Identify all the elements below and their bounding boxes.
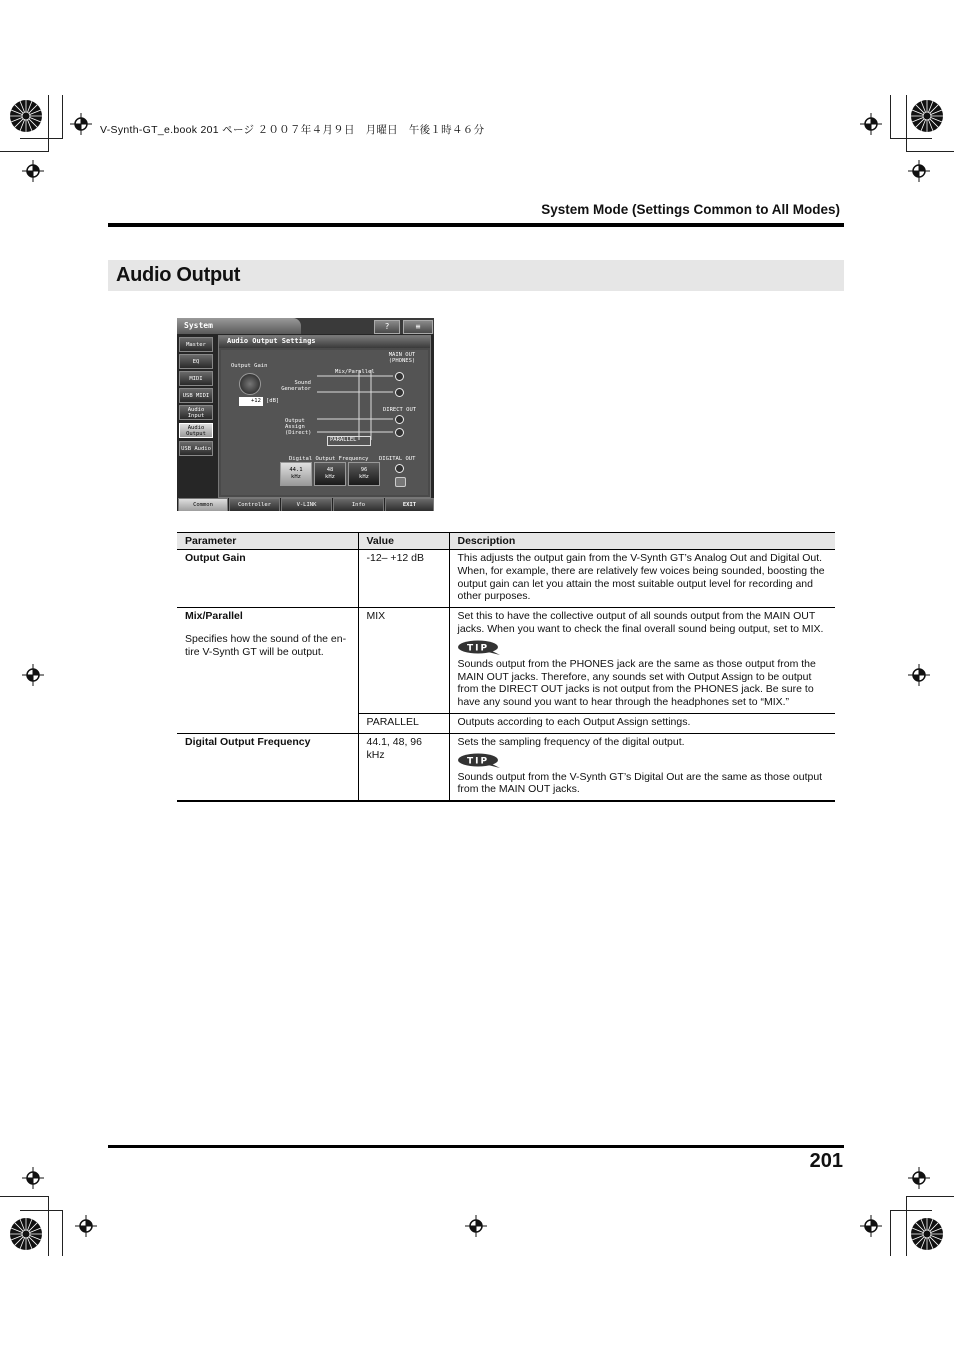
screen-title: System: [184, 321, 213, 330]
registration-mark-icon: [860, 113, 882, 135]
param-value: PARALLEL: [358, 713, 449, 733]
freq-option-96[interactable]: [348, 462, 380, 486]
bottom-tab-v-link[interactable]: V-LINK: [281, 498, 332, 511]
main-out-label: MAIN OUT (PHONES): [388, 352, 416, 364]
panel-header: [219, 336, 430, 348]
param-description: Set this to have the collective output of all sounds output from the MAIN OUT jacks. When you want to check the final overall sound being output, set to MIX.: [457, 610, 824, 635]
registration-mark-icon: [908, 664, 930, 686]
system-screen: [177, 318, 434, 511]
header-description: Description: [449, 533, 835, 550]
table-header-row: [177, 533, 835, 550]
side-tab-audio-input[interactable]: Audio Input: [179, 405, 213, 420]
main-out-r-jack-icon: [395, 388, 404, 397]
param-description: Outputs according to each Output Assign settings.: [449, 713, 835, 733]
digital-output-frequency-label: Digital Output Frequency: [289, 456, 369, 462]
registration-mark-icon: [22, 1167, 44, 1189]
registration-mark-icon: [70, 113, 92, 135]
freq-option-unit: kHz: [291, 474, 301, 480]
side-tab-eq[interactable]: EQ: [179, 354, 213, 369]
bottom-tab-info[interactable]: Info: [333, 498, 384, 511]
freq-option-unit: kHz: [359, 474, 369, 480]
footer-rule: [108, 1145, 844, 1148]
tip-label: TIP: [466, 756, 489, 767]
screen-title-tab: [177, 318, 301, 334]
digital-out-coaxial-jack-icon: [395, 464, 404, 473]
header-value: Value: [358, 533, 449, 550]
registration-mark-icon: [22, 664, 44, 686]
digital-out-optical-jack-icon: [395, 477, 406, 487]
digital-out-label: DIGITAL OUT: [379, 456, 416, 462]
side-tab-usb-audio[interactable]: USB Audio: [179, 441, 213, 456]
param-value: -12– +12 dB: [358, 550, 449, 608]
table-row: [177, 608, 835, 714]
registration-mark-icon: [75, 1215, 97, 1237]
rosette-top-right-icon: [910, 99, 944, 133]
registration-mark-icon: [22, 160, 44, 182]
param-description: This adjusts the output gain from the V-Synth GT’s Analog Out and Digital Out. When, for example, there are relatively few voices being sounded, boosting the output gain can let you attain the most suitable output level for recording and other purposes.: [449, 550, 835, 608]
table-row: [177, 550, 835, 608]
rosette-bottom-left-icon: [9, 1217, 43, 1251]
panel-title: Audio Output Settings: [227, 337, 316, 345]
param-description: Sets the sampling frequency of the digital output.: [457, 735, 685, 748]
menu-icon[interactable]: ≡: [403, 320, 433, 334]
direct-out-2-jack-icon: [395, 428, 404, 437]
parameter-table: [177, 532, 835, 802]
param-description-cell: [449, 608, 835, 714]
output-gain-knob-icon[interactable]: [239, 373, 261, 395]
book-info-line: V-Synth-GT_e.book 201 ページ ２００７年４月９日 月曜日 午後１時４６分: [100, 124, 485, 136]
header-parameter: Parameter: [177, 533, 358, 550]
bottom-tab-common[interactable]: Common: [178, 498, 228, 511]
direct-out-label: DIRECT OUT: [383, 407, 417, 413]
screen-title-bar: [177, 318, 434, 334]
side-tab-audio-output[interactable]: Audio Output: [179, 423, 213, 438]
freq-option-48[interactable]: [314, 462, 346, 486]
registration-mark-icon: [908, 1167, 930, 1189]
output-assign-label: Output Assign (Direct): [285, 418, 312, 436]
freq-option-value: 48: [326, 467, 334, 473]
running-header: System Mode (Settings Common to All Modes): [541, 202, 840, 217]
output-gain-value: +12: [251, 398, 261, 404]
side-tab-usb-midi[interactable]: USB MIDI: [179, 388, 213, 403]
help-button[interactable]: ?: [374, 320, 400, 334]
section-title: Audio Output: [116, 264, 241, 286]
side-tab-master[interactable]: Master: [179, 337, 213, 352]
header-rule: [108, 223, 844, 227]
section-heading-band: [108, 260, 844, 291]
output-gain-label: Output Gain: [231, 363, 268, 369]
tip-text: Sounds output from the PHONES jack are the same as those output from the MAIN OUT jacks. Therefore, any sounds set with Output Assign to be output from the DIRECT OUT jacks is not output from the PHONES jack. Be sure to have any sound you want to hear through the headphones set to “MIX.”: [457, 657, 816, 709]
side-tab-midi[interactable]: MIDI: [179, 371, 213, 386]
exit-button[interactable]: EXIT: [385, 498, 434, 511]
param-name: Output Gain: [177, 550, 358, 608]
tip-icon: [458, 640, 502, 656]
tip-label: TIP: [466, 643, 489, 654]
freq-option-44-1[interactable]: [280, 462, 312, 486]
bottom-tab-controller[interactable]: Controller: [229, 498, 280, 511]
tip-icon: [458, 753, 502, 769]
freq-option-value: 96: [360, 467, 368, 473]
page-number: 201: [809, 1150, 843, 1172]
bottom-tab-bar: [177, 498, 434, 511]
direct-out-1-jack-icon: [395, 415, 404, 424]
output-gain-unit: [dB]: [266, 398, 280, 404]
param-name: Mix/Parallel: [185, 610, 243, 623]
side-tab-list: [177, 336, 215, 496]
sound-generator-label: Sound Generator: [281, 380, 311, 392]
param-value: MIX: [358, 608, 449, 714]
freq-option-value: 44.1: [289, 467, 303, 473]
main-out-l-jack-icon: [395, 372, 404, 381]
param-value: 44.1, 48, 96 kHz: [358, 733, 449, 801]
registration-mark-icon: [908, 160, 930, 182]
rosette-bottom-right-icon: [910, 1217, 944, 1251]
parallel-value: PARALLEL: [330, 437, 357, 443]
freq-option-unit: kHz: [325, 474, 335, 480]
table-row: [177, 733, 835, 801]
param-cell: [177, 608, 358, 734]
mix-parallel-label: Mix/Parallel: [335, 369, 375, 375]
param-description-cell: [449, 733, 835, 801]
tip-text: Sounds output from the V-Synth GT’s Digital Out are the same as those output from the MAIN OUT jacks.: [457, 770, 823, 796]
registration-mark-icon: [465, 1215, 487, 1237]
param-note: Specifies how the sound of the en- tire V-Synth GT will be output.: [185, 632, 347, 658]
registration-mark-icon: [860, 1215, 882, 1237]
rosette-top-left-icon: [9, 99, 43, 133]
param-name: Digital Output Frequency: [177, 733, 358, 801]
